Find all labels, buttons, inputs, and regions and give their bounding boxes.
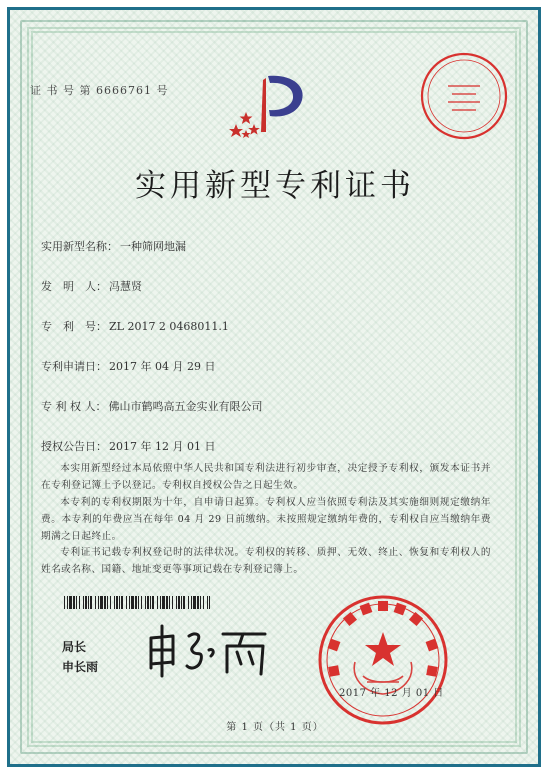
handwritten-signature-icon bbox=[143, 620, 273, 680]
signatory-name: 申长雨 bbox=[62, 660, 99, 674]
field-label: 专 利 号： bbox=[41, 320, 107, 333]
field-value: 2017 年 12 月 01 日 bbox=[109, 440, 216, 453]
field-utility-model-name bbox=[41, 238, 186, 254]
field-inventor bbox=[41, 278, 142, 294]
paragraph-1: 本实用新型经过本局依照中华人民共和国专利法进行初步审查，决定授予专利权，颁发本证书并在专利登记簿上予以登记。专利权自授权公告之日起生效。 bbox=[41, 463, 491, 491]
paragraph-3: 专利证书记载专利权登记时的法律状况。专利权的转移、质押、无效、终止、恢复和专利权人的姓名或名称、国籍、地址变更等事项记载在专利登记簿上。 bbox=[41, 547, 491, 575]
field-application-date bbox=[41, 358, 215, 374]
field-patent-number bbox=[41, 318, 229, 334]
field-value: ZL 2017 2 0468011.1 bbox=[109, 320, 229, 333]
signatory-title: 局长 bbox=[62, 640, 87, 654]
field-value: 一种筛网地漏 bbox=[120, 240, 186, 253]
field-patentee bbox=[41, 398, 263, 414]
page-number: 第 1 页（共 1 页） bbox=[226, 722, 324, 733]
patent-office-logo-icon bbox=[222, 70, 312, 142]
certificate-number: 证 书 号 第 6666761 号 bbox=[30, 84, 169, 97]
field-value: 佛山市鹤鸣高五金实业有限公司 bbox=[108, 400, 263, 413]
field-value: 2017 年 04 月 29 日 bbox=[109, 360, 216, 373]
field-grant-date bbox=[41, 438, 215, 454]
field-label: 发 明 人： bbox=[41, 280, 107, 293]
paragraph-2: 本专利的专利权期限为十年，自申请日起算。专利权人应当依照专利法及其实施细则规定缴纳年费。本专利的年费应当在每年 04 月 29 日前缴纳。未按照规定缴纳年费的，专利权自应当缴纳年费期满之日起终止。 bbox=[41, 497, 491, 542]
state-ip-office-seal-icon bbox=[315, 592, 451, 728]
barcode-icon bbox=[64, 596, 210, 609]
field-label: 专利申请日： bbox=[41, 360, 107, 373]
field-value: 冯慧贤 bbox=[109, 280, 142, 293]
field-label: 专 利 权 人： bbox=[41, 400, 107, 413]
field-label: 授权公告日： bbox=[41, 440, 107, 453]
field-label: 实用新型名称： bbox=[41, 240, 118, 253]
seal-date: 2017 年 12 月 01 日 bbox=[339, 688, 444, 699]
certificate-title: 实用新型专利证书 bbox=[135, 168, 415, 204]
red-seal-top-icon bbox=[418, 50, 510, 142]
